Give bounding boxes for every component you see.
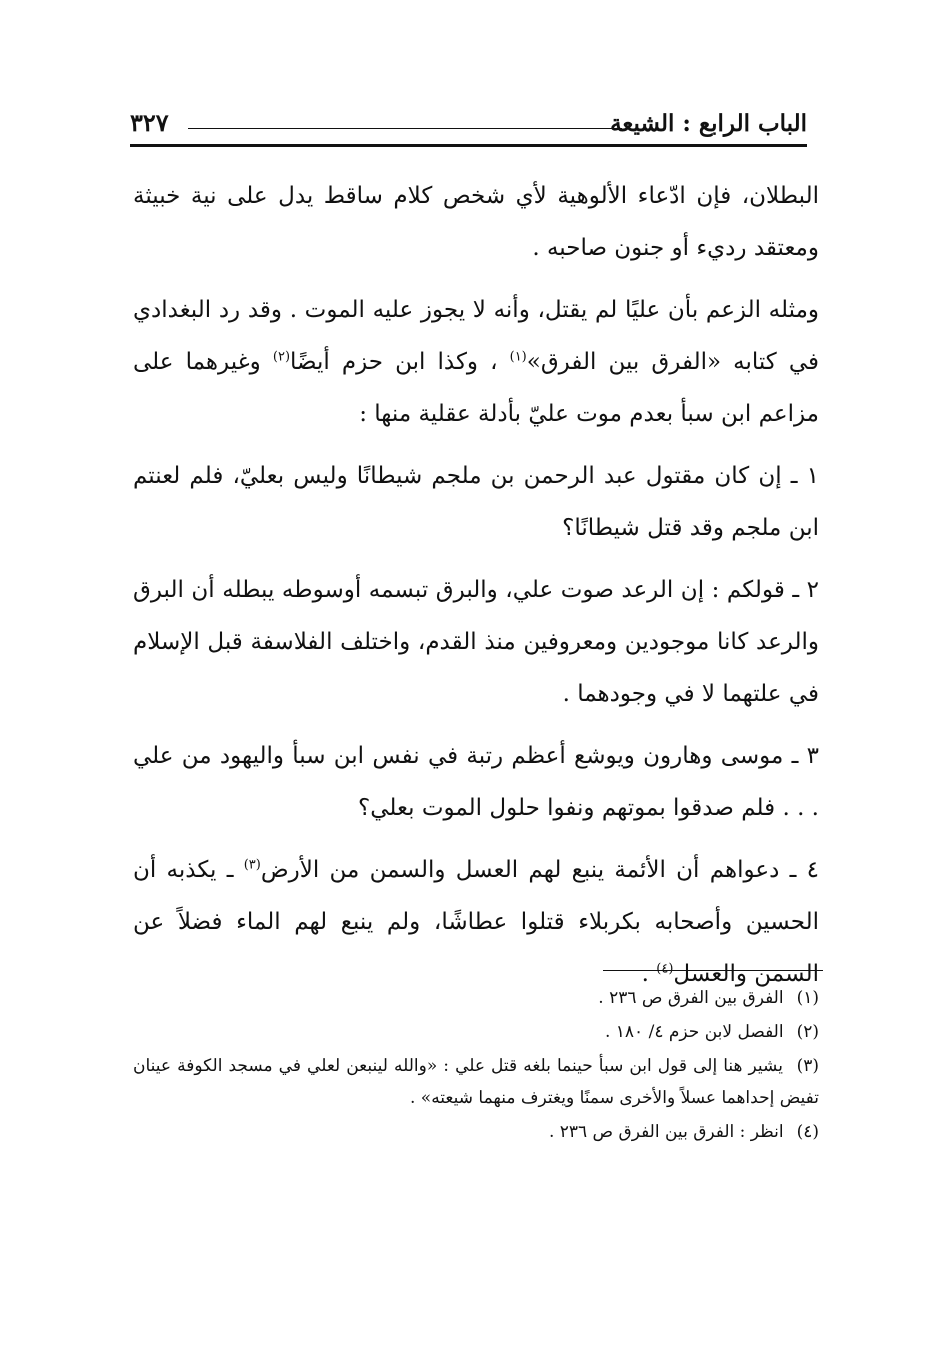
main-text	[133, 170, 819, 1010]
paragraph	[133, 564, 819, 720]
paragraph-text: ٢ ـ قولكم : إن الرعد صوت علي، والبرق تبسمه أوسوطه يبطله أن البرق والرعد كانا موجودين ومعروفين منذ القدم، واختلف الفلاسفة قبل الإسلام في علتهما لا في وجودهما .	[133, 577, 819, 707]
paragraph	[133, 450, 819, 554]
paragraph-text: ٣ ـ موسى وهارون ويوشع أعظم رتبة في نفس ابن سبأ واليهود من علي . . . فلم صدقوا بموتهم ونفوا حلول الموت بعلي؟	[133, 743, 819, 821]
paragraph-text: ٤ ـ دعواهم أن الأئمة ينبع لهم العسل والسمن من الأرض	[260, 857, 819, 883]
paragraph-text: ـ يكذبه أن الحسين وأصحابه بكربلاء قتلوا عطاشًا، ولم ينبع لهم الماء فضلاً عن السمن والعسل	[133, 857, 819, 987]
paragraph	[133, 730, 819, 834]
footnote-text: الفرق بين الفرق ص ٢٣٦ .	[598, 988, 784, 1008]
footnote-text: انظر : الفرق بين الفرق ص ٢٣٦ .	[548, 1122, 784, 1142]
paragraph-text: البطلان، فإن ادّعاء الألوهية لأي شخص كلام ساقط يدل على نية خبيثة ومعتقد رديء أو جنون صاحبه .	[133, 183, 819, 261]
paragraph-text: وغيرهما على مزاعم ابن سبأ بعدم موت عليّ بأدلة عقلية منها :	[133, 349, 819, 427]
paragraph-text: ومثله الزعم بأن عليًا لم يقتل، وأنه لا يجوز عليه الموت . وقد رد البغدادي في كتابه «الفرق بين الفرق»	[133, 297, 820, 375]
footnote-ref: (١)	[509, 349, 527, 365]
footnote-number: (٤)	[796, 1122, 819, 1142]
page-number: ٣٢٧	[130, 108, 169, 137]
footnote-number: (١)	[796, 988, 819, 1008]
footnote-text: يشير هنا إلى قول ابن سبأ حينما بلغه قتل علي : «والله لينبعن لعلي في مسجد الكوفة عينان تفيض إحداهما عسلاً والأخرى سمنًا ويغترف منهما شيعته» .	[133, 1056, 819, 1108]
footnotes	[133, 982, 819, 1150]
footnote-number: (٣)	[796, 1056, 819, 1076]
paragraph	[133, 844, 819, 1000]
chapter-title: الباب الرابع : الشيعة	[610, 110, 807, 137]
footnote-ref: (٤)	[656, 961, 674, 977]
paragraph-text: .	[641, 961, 649, 987]
header-divider	[130, 144, 807, 147]
footnote-item	[133, 1116, 819, 1148]
paragraph	[133, 284, 819, 440]
page-header	[130, 100, 807, 148]
paragraph-text: ، وكذا ابن حزم أيضًا	[290, 349, 498, 375]
footnote-item	[133, 1016, 819, 1048]
footnote-ref: (٣)	[243, 857, 261, 873]
footnote-item	[133, 1050, 819, 1114]
footnote-ref: (٢)	[272, 349, 291, 365]
footnote-text: الفصل لابن حزم ٤/ ١٨٠ .	[604, 1022, 784, 1042]
footnote-number: (٢)	[796, 1022, 819, 1042]
footnote-item	[133, 982, 819, 1014]
paragraph-text: ١ ـ إن كان مقتول عبد الرحمن بن ملجم شيطانًا وليس بعليّ، فلم لعنتم ابن ملجم وقد قتل شيطانًا؟	[133, 463, 819, 541]
header-rule	[188, 128, 622, 129]
paragraph	[133, 170, 819, 274]
footnote-separator	[603, 970, 823, 971]
